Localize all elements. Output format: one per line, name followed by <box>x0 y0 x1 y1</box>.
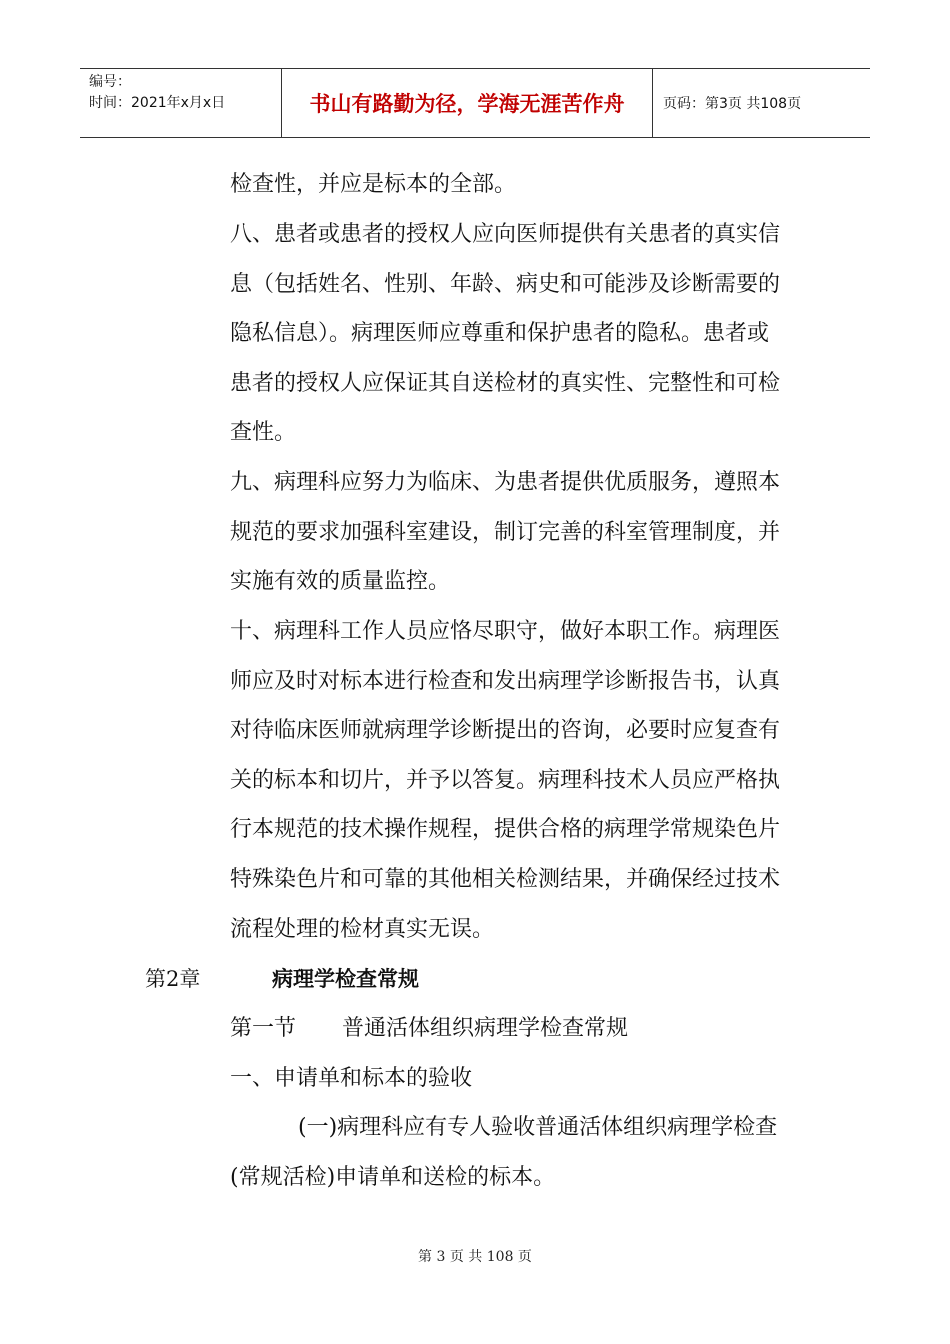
body-line: 息（包括姓名、性别、年龄、病史和可能涉及诊断需要的 <box>230 272 781 297</box>
page-footer: 第 3 页 共 108 页 <box>418 1249 532 1265</box>
body-line: 实施有效的质量监控。 <box>230 569 451 594</box>
body-line: 八、患者或患者的授权人应向医师提供有关患者的真实信 <box>230 222 781 247</box>
body-line: 流程处理的检材真实无误。 <box>230 917 495 942</box>
body-line: 特殊染色片和可靠的其他相关检测结果，并确保经过技术 <box>230 867 781 892</box>
body-line: 隐私信息）。病理医师应尊重和保护患者的隐私。患者或 <box>230 321 770 346</box>
body-line: 患者的授权人应保证其自送检材的真实性、完整性和可检 <box>230 371 781 396</box>
body-line: 师应及时对标本进行检查和发出病理学诊断报告书，认真 <box>230 669 781 694</box>
section-number: 第一节 <box>230 1016 297 1041</box>
chapter-number: 第2章 <box>145 967 201 991</box>
header-motto: 书山有路勤为径，学海无涯苦作舟 <box>282 69 653 137</box>
body-line: 十、病理科工作人员应恪尽职守，做好本职工作。病理医 <box>230 619 781 644</box>
document-time-label: 时间：2021年x月x日 <box>89 95 226 111</box>
body-line: 规范的要求加强科室建设，制订完善的科室管理制度，并 <box>230 520 781 545</box>
body-line: 查性。 <box>230 420 297 445</box>
page-header <box>80 68 870 138</box>
chapter-title: 病理学检查常规 <box>272 967 419 991</box>
document-number-label: 编号： <box>89 74 131 90</box>
section-title: 普通活体组织病理学检查常规 <box>342 1016 629 1041</box>
header-page-label: 页码：第3页 共108页 <box>663 96 802 112</box>
body-line: 行本规范的技术操作规程，提供合格的病理学常规染色片 <box>230 817 781 842</box>
body-line: 对待临床医师就病理学诊断提出的咨询，必要时应复查有 <box>230 718 781 743</box>
body-line: 九、病理科应努力为临床、为患者提供优质服务，遵照本 <box>230 470 781 495</box>
item-line: (常规活检)申请单和送检的标本。 <box>230 1165 556 1190</box>
header-info-cell <box>80 69 282 137</box>
body-line: 检查性，并应是标本的全部。 <box>230 172 517 197</box>
subsection-heading: 一、申请单和标本的验收 <box>230 1066 473 1091</box>
body-line: 关的标本和切片，并予以答复。病理科技术人员应严格执 <box>230 768 781 793</box>
item-line: (一)病理科应有专人验收普通活体组织病理学检查 <box>298 1115 778 1140</box>
